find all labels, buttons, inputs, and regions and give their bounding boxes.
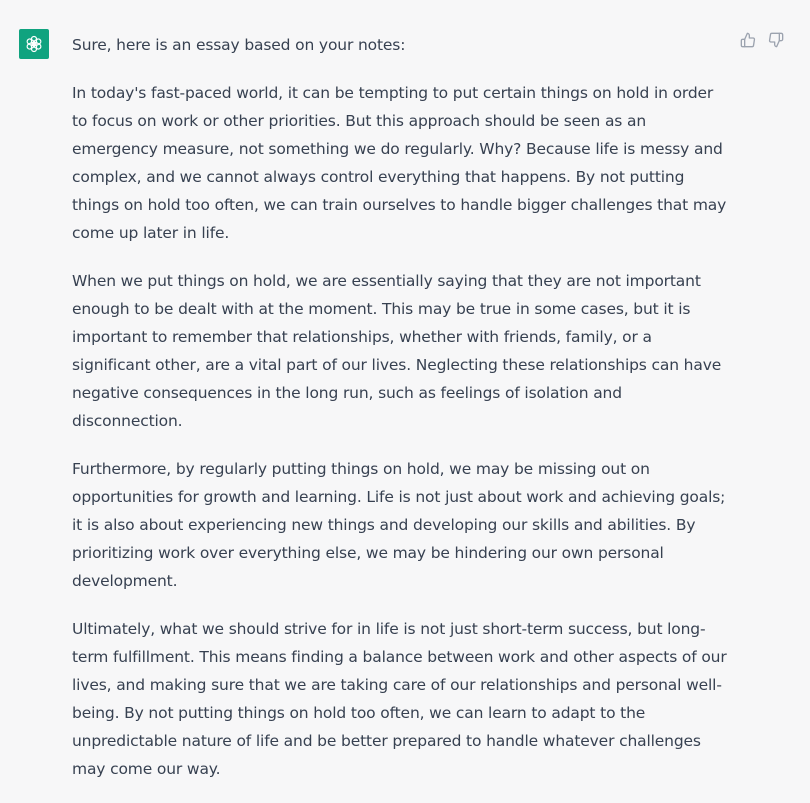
message-intro: Sure, here is an essay based on your notes:: [72, 36, 406, 54]
thumbs-down-button[interactable]: [768, 31, 784, 49]
essay-paragraph-1: In today's fast-paced world, it can be tempting to put certain things on hold in order to focus on work or other priorities. But this approach should be seen as an emergency measure, not something we do regularly. Why? Because life is messy and complex, and we cannot always control everything that happens. By not putting things on hold too often, we can train ourselves to handle bigger challenges that may come up later in life.: [72, 84, 727, 242]
thumbs-up-icon: [740, 32, 756, 48]
openai-logo-icon: [24, 34, 44, 54]
message-content: [72, 31, 732, 803]
essay-paragraph-3: Furthermore, by regularly putting things on hold, we may be missing out on opportunities for growth and learning. Life is not just about work and achieving goals; it is also about experiencing new things and developing our skills and abilities. By prioritizing work over everything else, we may be hindering our own personal development.: [72, 460, 726, 590]
essay-paragraph-2: When we put things on hold, we are essentially saying that they are not important enough to be dealt with at the moment. This may be true in some cases, but it is important to remember that relationships, whether with friends, family, or a significant other, are a vital part of our lives. Neglecting these relationships can have negative consequences in the long run, such as feelings of isolation and disconnection.: [72, 272, 722, 430]
feedback-buttons: [740, 31, 784, 49]
thumbs-down-icon: [768, 32, 784, 48]
thumbs-up-button[interactable]: [740, 31, 756, 49]
assistant-avatar: [19, 29, 49, 59]
essay-paragraph-4: Ultimately, what we should strive for in life is not just short-term success, but long-term fulfillment. This means finding a balance between work and other aspects of our lives, and making sure that we are taking care of our relationships and personal well-being. By not putting things on hold too often, we can learn to adapt to the unpredictable nature of life and be better prepared to handle whatever challenges may come our way.: [72, 620, 727, 778]
